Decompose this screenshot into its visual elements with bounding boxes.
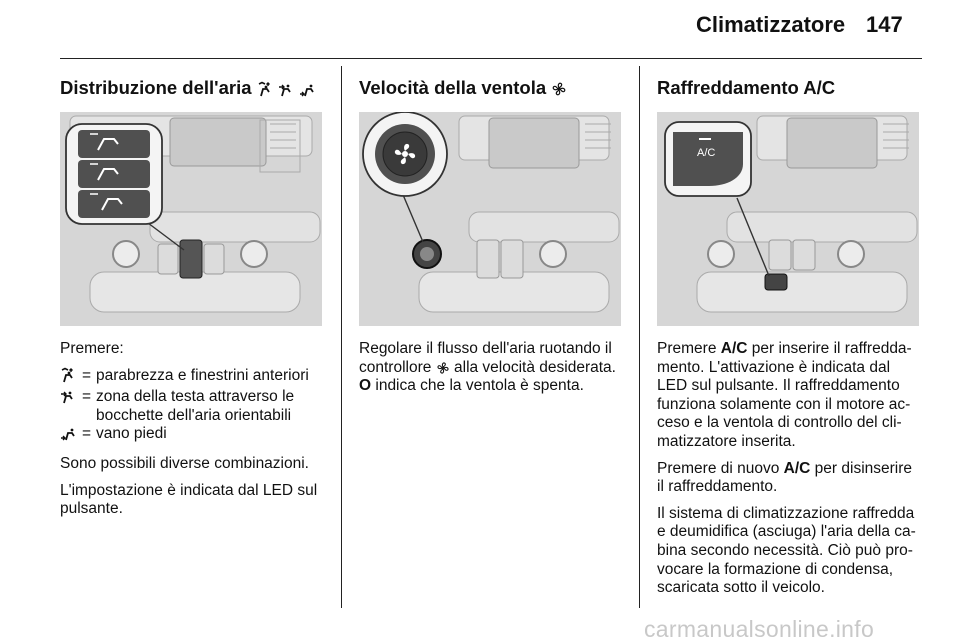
feet-air-icon [60, 425, 76, 441]
head-air-icon [60, 388, 76, 404]
header-rule [60, 58, 922, 59]
windshield-air-icon [257, 81, 273, 97]
ac-off-text: Premere di nuovo A/C per disinserire il raffreddamento. [657, 459, 913, 496]
definition-item: = zona della testa attraverso le bocchette dell'aria orientabili [60, 388, 328, 425]
ac-button-label: A/C [697, 147, 716, 159]
column-divider-2 [639, 66, 640, 608]
section-ac-cooling [657, 74, 922, 606]
feet-air-icon [299, 81, 315, 97]
ac-key: A/C [720, 340, 748, 357]
ac-on-text: Premere A/C per inserire il raffredda-mento. L'attivazione è indicata dal LED sul pulsante. Il raffreddamento funziona solamente con il motore ac-ceso e la ventola di controllo del cli-matizzatore inserita. [657, 340, 912, 450]
combinations-text: Sono possibili diverse combinazioni. [60, 454, 309, 472]
ac-system-text: Il sistema di climatizzazione raffredda e deumidifica (asciuga) l'aria della ca-bina secondo necessità. Ciò può pro-vocare la formazione di condensa, scaricata sotto il veicolo. [657, 504, 916, 597]
chapter-title: Climatizzatore [696, 12, 846, 37]
section-heading: Velocità della ventola [359, 74, 625, 102]
head-air-icon [278, 81, 294, 97]
page-number: 147 [866, 12, 903, 37]
section-fan-speed [359, 74, 625, 404]
led-text: L'impostazione è indicata dal LED sul pulsante. [60, 481, 318, 518]
fan-text: Regolare il flusso dell'aria ruotando il controllore alla velocità desiderata. O indica che la ventola è spenta. [359, 340, 616, 395]
fan-knob-illustration [359, 112, 621, 326]
watermark: carmanualsonline.info [644, 616, 875, 642]
ac-button-illustration [657, 112, 919, 326]
section-heading: Distribuzione dell'aria [60, 74, 328, 102]
air-distribution-panel-illustration [60, 112, 322, 326]
section-air-distribution [60, 74, 328, 527]
intro-text: Premere: [60, 340, 124, 357]
definition-item: = parabrezza e finestrini anteriori [60, 367, 328, 389]
fan-icon [436, 361, 450, 375]
section-heading: Raffreddamento A/C [657, 77, 836, 98]
fan-icon [551, 81, 567, 97]
windshield-air-icon [60, 367, 76, 383]
definition-item: = vano piedi [60, 425, 328, 447]
definition-list [60, 367, 328, 447]
column-divider-1 [341, 66, 342, 608]
ac-key: A/C [783, 459, 811, 477]
off-symbol: O [359, 377, 372, 395]
